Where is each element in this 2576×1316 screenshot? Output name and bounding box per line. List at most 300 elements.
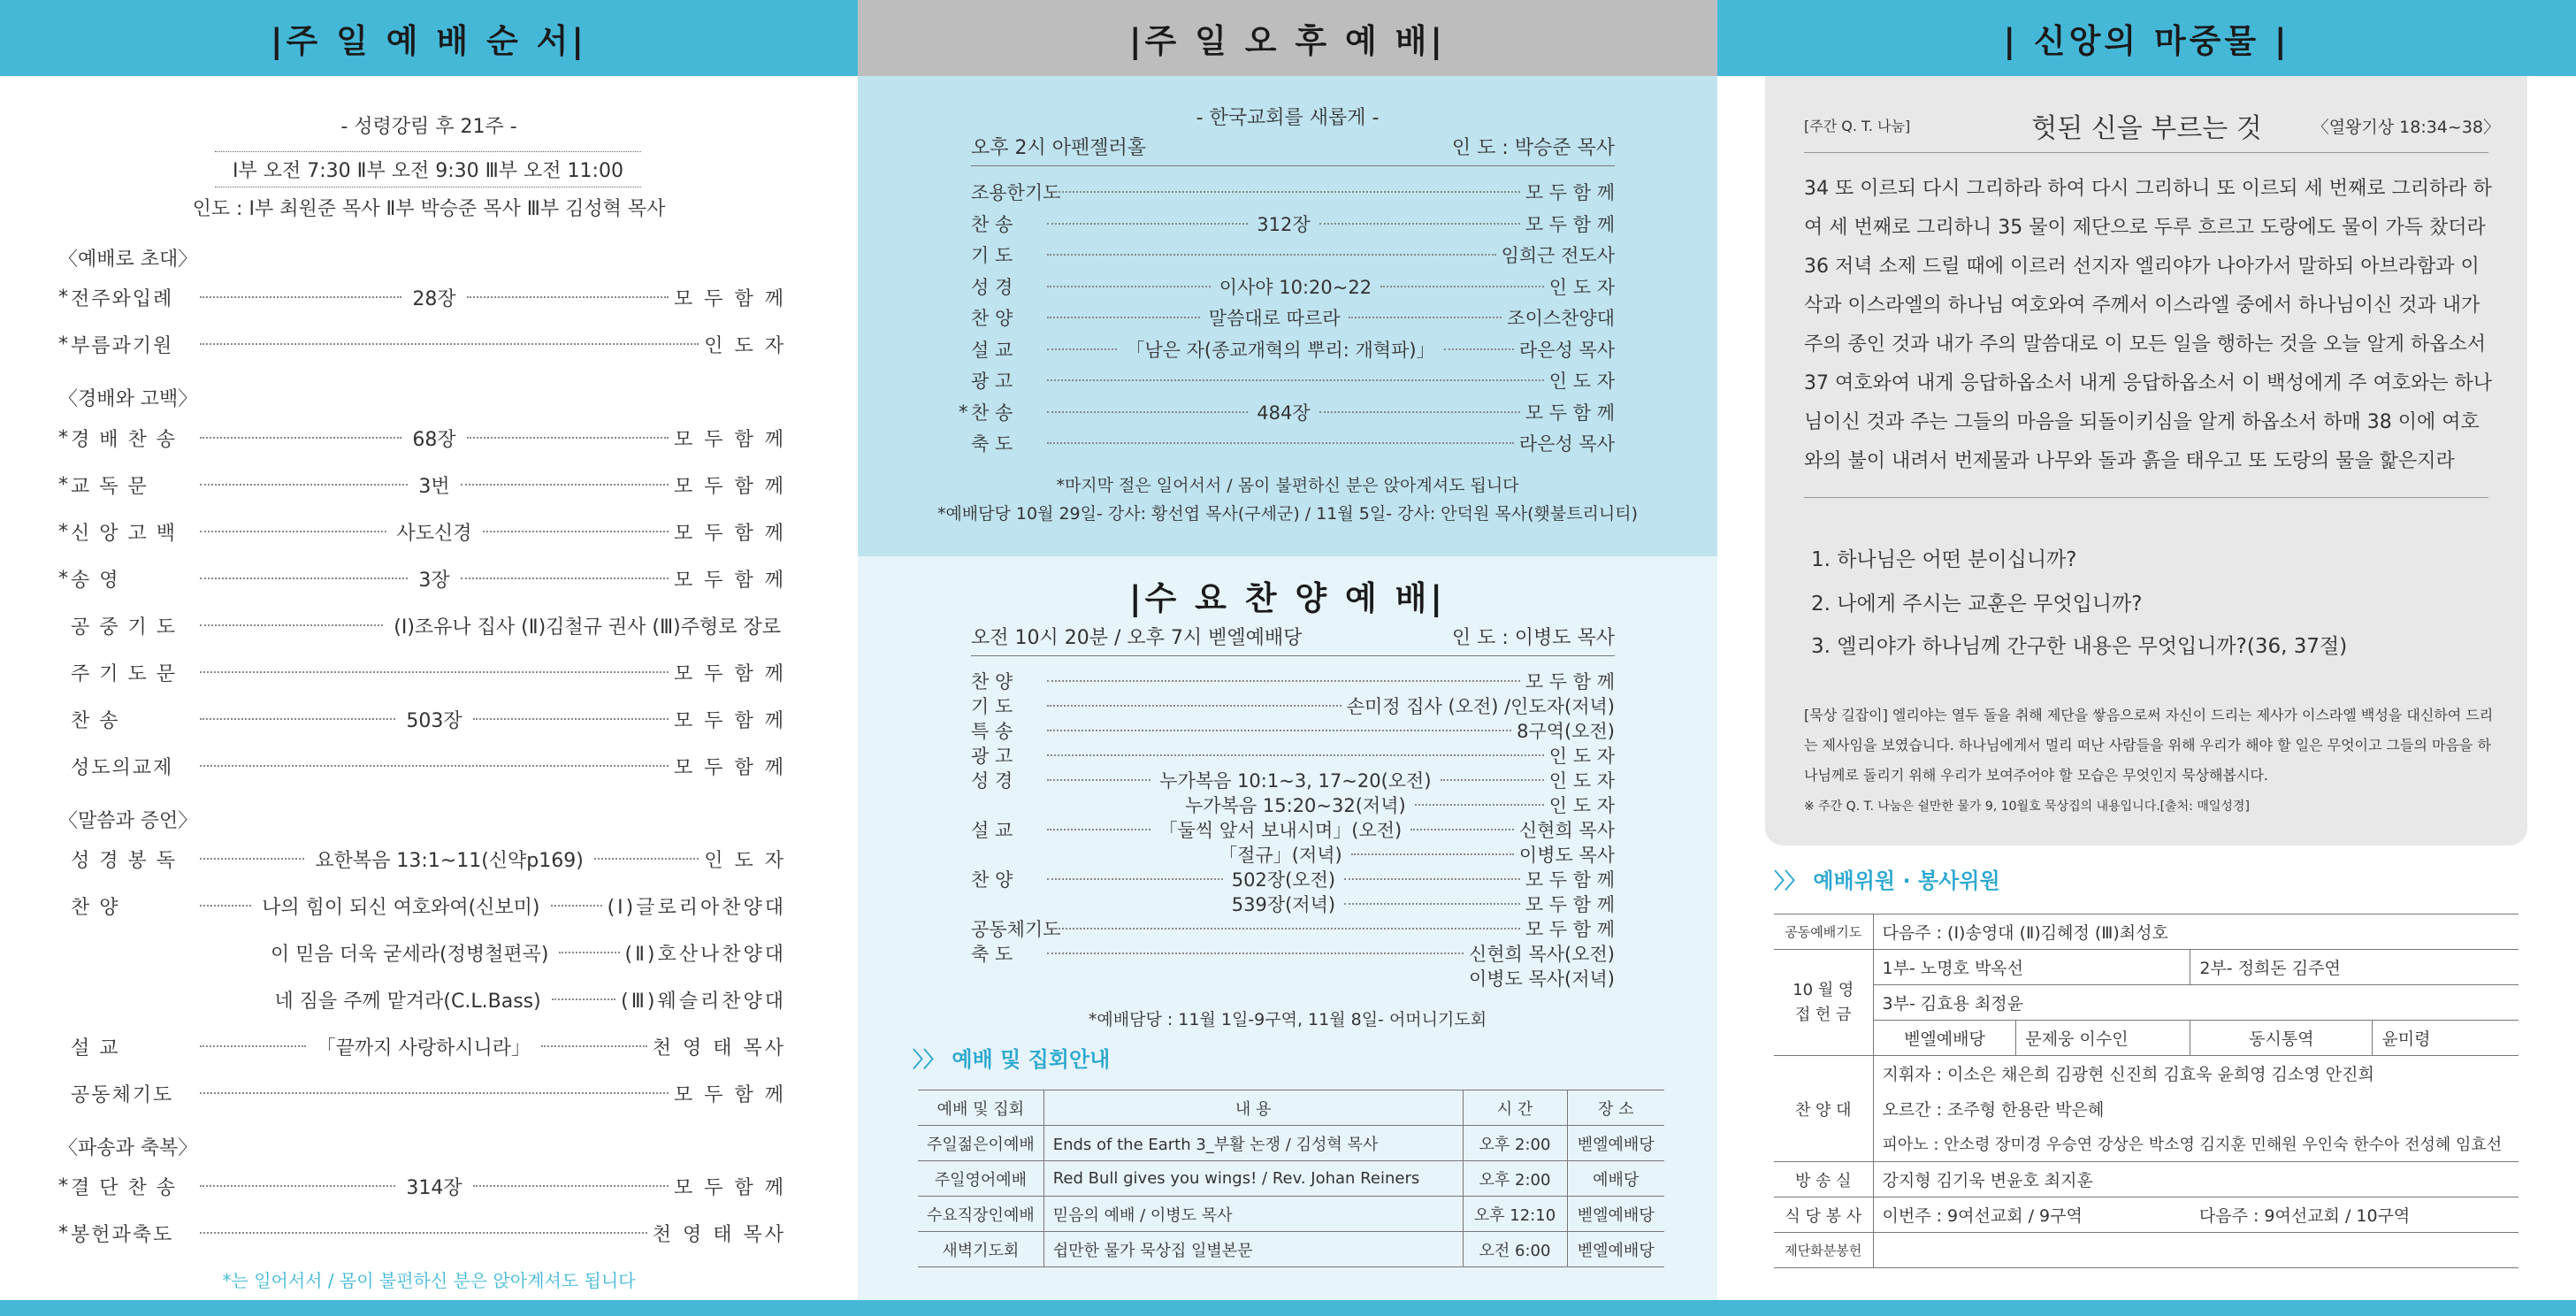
wednesday-info	[971, 623, 1615, 656]
wednesday-title: |수 요 찬 양 예 배|	[1129, 579, 1446, 617]
wednesday-item-name: 축 도	[971, 944, 1013, 965]
order-item-leader: (Ⅰ)글로리아찬양대	[607, 896, 787, 919]
order-of-worship	[0, 76, 858, 1300]
wednesday-item	[971, 817, 1615, 842]
wednesday-item-leader: 8구역(오전)	[1517, 721, 1615, 742]
dotted-leader	[1047, 730, 1511, 731]
volunteer-value: 다음주 : (Ⅰ)송영대 (Ⅱ)김혜정 (Ⅲ)최성호	[1873, 914, 2519, 950]
order-item-name: 부름과기원	[71, 334, 174, 357]
order-item-leader: 모 두 함 께	[674, 287, 786, 310]
standing-mark: *	[58, 520, 68, 543]
section-label: 〈말씀과 증언〉	[58, 810, 198, 832]
afternoon-item-leader: 임희근 전도사	[1501, 245, 1615, 266]
order-item-leader: (Ⅱ)호산나찬양대	[624, 943, 787, 966]
dotted-leader	[200, 1045, 306, 1047]
dotted-leader	[483, 531, 669, 532]
dotted-leader	[1415, 804, 1544, 806]
standing-mark: *	[58, 286, 68, 309]
wednesday-item-name: 설 교	[971, 820, 1013, 841]
header-band-3	[1717, 0, 2576, 76]
standing-mark: *	[58, 567, 68, 590]
volunteer-value: 다음주 : 9여선교회 / 10구역	[2190, 1197, 2519, 1233]
order-item-detail: 68장	[412, 428, 456, 451]
dotted-leader	[473, 1185, 669, 1187]
dotted-leader	[467, 296, 669, 298]
order-item-leader: 모 두 함 께	[674, 522, 787, 545]
dotted-leader	[1380, 286, 1544, 287]
afternoon-item-name: 광 고	[971, 371, 1013, 392]
dotted-leader	[467, 437, 669, 439]
meeting-cell: 주일영어예배	[918, 1161, 1043, 1197]
afternoon-item	[971, 365, 1615, 395]
volunteer-row	[1774, 985, 2519, 1021]
footer-band	[0, 1300, 2576, 1316]
afternoon-item-name: 찬 송	[971, 402, 1013, 424]
afternoon-time: 오후 2시 아펜젤러홀	[971, 137, 1146, 159]
volunteer-row	[1774, 1021, 2519, 1056]
order-item	[58, 984, 786, 1014]
dotted-leader	[1444, 348, 1514, 350]
wednesday-item-detail: 누가복음 10:1~3, 17~20(오전)	[1159, 770, 1432, 792]
volunteer-label: 식 당 봉 사	[1774, 1197, 1873, 1233]
dotted-leader	[1047, 928, 1520, 930]
wednesday-item	[971, 941, 1615, 966]
standing-mark: *	[959, 401, 968, 423]
wednesday-item	[971, 867, 1615, 891]
wednesday-item-leader: 손미정 집사 (오전) /인도자(저녁)	[1346, 696, 1615, 717]
volunteer-value: 피아노 : 안소령 장미경 우승연 강상은 박소영 김지훈 민해원 우인숙 한수아 전성혜 임효선	[1873, 1127, 2519, 1162]
wednesday-item-leader: 모 두 함 께	[1525, 894, 1615, 915]
wednesday-item-name: 광 고	[971, 746, 1013, 767]
wednesday-item-name: 성 경	[971, 770, 1013, 792]
qt-title: 헛된 신을 부르는 것	[2031, 113, 2262, 144]
wednesday-item	[971, 669, 1615, 693]
meetings-heading: 〉〉 예배 및 집회안내	[913, 1047, 1111, 1072]
service-leaders: 인도 : Ⅰ부 최원준 목사 Ⅱ부 박승준 목사 Ⅲ부 김성혁 목사	[192, 198, 666, 220]
dotted-leader	[551, 905, 602, 907]
meeting-cell: 예배당	[1567, 1161, 1664, 1197]
dotted-leader	[552, 998, 615, 1000]
wednesday-item-leader: 모 두 함 께	[1525, 869, 1615, 891]
order-item-detail: 314장	[406, 1176, 462, 1199]
wednesday-item-leader: 모 두 함 께	[1525, 919, 1615, 940]
wednesday-item-leader: 인 도 자	[1548, 746, 1615, 767]
wednesday-item-leader: 인 도 자	[1548, 795, 1615, 816]
volunteer-value: 이번주 : 9여선교회 / 9구역	[1873, 1197, 2190, 1233]
volunteer-row	[1774, 1127, 2519, 1162]
dotted-leader	[200, 718, 395, 720]
wednesday-item-detail: 「둘씩 앞서 보내시며」(오전)	[1158, 820, 1403, 841]
afternoon-item	[971, 334, 1615, 364]
wednesday-item-name: 특 송	[971, 721, 1013, 742]
afternoon-item-leader: 모 두 함 께	[1525, 213, 1616, 235]
order-item	[58, 610, 786, 640]
meeting-cell: 믿음의 예배 / 이병도 목사	[1043, 1197, 1463, 1232]
order-item	[58, 1031, 786, 1061]
header-band-2	[858, 0, 1717, 76]
meeting-row	[918, 1232, 1664, 1267]
order-footnote: *는 일어서서 / 몸이 불편하신 분은 앉아계셔도 됩니다	[222, 1270, 636, 1291]
afternoon-note-1: *마지막 절은 일어서서 / 몸이 불편하신 분은 앉아계셔도 됩니다	[1056, 476, 1519, 495]
volunteer-value: 문제웅 이수인	[2016, 1021, 2190, 1056]
afternoon-item-name: 성 경	[971, 276, 1013, 298]
order-item-detail: 3장	[418, 569, 450, 592]
volunteer-value: 1부- 노명호 박옥선	[1873, 950, 2190, 985]
meeting-cell: 오후 2:00	[1463, 1161, 1567, 1197]
order-item	[58, 657, 786, 687]
wednesday-item-leader: 신현희 목사	[1518, 820, 1615, 841]
qt-divider	[1804, 152, 2488, 153]
meetings-col-header: 예배 및 집회	[918, 1090, 1043, 1126]
afternoon-item-leader: 라은성 목사	[1518, 433, 1615, 455]
order-item-name: 성도의교제	[71, 756, 174, 779]
afternoon-item-leader: 조이스찬양대	[1507, 308, 1615, 329]
order-item-name: 찬 양	[71, 896, 120, 919]
qt-tag: [주간 Q. T. 나눔]	[1804, 118, 1911, 134]
order-item-name: 봉헌과축도	[71, 1223, 174, 1246]
meeting-cell: 새벽기도회	[918, 1232, 1043, 1267]
meetings-table	[918, 1090, 1664, 1267]
order-item-detail: 나의 힘이 되신 여호와여(신보미)	[262, 896, 540, 919]
service-times: Ⅰ부 오전 7:30 Ⅱ부 오전 9:30 Ⅲ부 오전 11:00	[215, 151, 641, 187]
meeting-row	[918, 1161, 1664, 1197]
meeting-cell: Red Bull gives you wings! / Rev. Johan Reiners	[1043, 1161, 1463, 1197]
dotted-leader	[200, 905, 251, 907]
afternoon-item-name: 찬 송	[971, 213, 1013, 235]
afternoon-item-leader: 모 두 함 께	[1525, 402, 1616, 424]
order-item-name: 전주와입례	[71, 287, 174, 310]
meeting-cell: 벧엘예배당	[1567, 1126, 1664, 1161]
volunteer-value: 동시통역	[2190, 1021, 2373, 1056]
volunteers-heading: 〉〉 예배위원 · 봉사위원	[1774, 868, 2000, 893]
standing-mark: *	[58, 1174, 68, 1197]
afternoon-item-leader: 라은성 목사	[1518, 339, 1616, 361]
standing-mark: *	[58, 426, 68, 449]
dotted-leader	[1349, 317, 1502, 318]
volunteer-row	[1774, 914, 2519, 950]
order-title: |주 일 예 배 순 서|	[271, 22, 587, 60]
dotted-leader	[473, 718, 669, 720]
dotted-leader	[1047, 680, 1520, 682]
wednesday-item	[971, 792, 1615, 817]
order-item	[58, 1078, 786, 1108]
afternoon-item-name: 설 교	[971, 339, 1013, 361]
volunteer-value: 강지형 김기욱 변윤호 최지훈	[1873, 1162, 2519, 1197]
dotted-leader	[1047, 442, 1514, 444]
section-label: 〈예배로 초대〉	[58, 249, 198, 271]
order-item-name: 신 앙 고 백	[71, 522, 177, 545]
order-item	[58, 751, 786, 781]
dotted-leader	[1047, 379, 1544, 381]
wednesday-item-detail: 누가복음 15:20~32(저녁)	[1185, 795, 1406, 816]
afternoon-item	[971, 428, 1615, 458]
dotted-leader	[1344, 878, 1520, 880]
dotted-leader	[200, 858, 304, 860]
order-item-leader: 모 두 함 께	[674, 1176, 786, 1199]
wednesday-item	[971, 768, 1615, 792]
meeting-cell: 주일젊은이예배	[918, 1126, 1043, 1161]
wednesday-item	[971, 891, 1615, 916]
volunteer-row	[1774, 1091, 2519, 1127]
volunteer-row	[1774, 1197, 2519, 1233]
order-item-name: 송 영	[71, 569, 120, 592]
order-item-detail: 이 믿음 더욱 굳세라(정병철편곡)	[271, 943, 549, 966]
qt-meditation: [묵상 길잡이] 엘리야는 열두 돌을 취해 제단을 쌓음으로써 자신이 드리는 제사가 이스라엘 백성을 대신하여 드리는 제사임을 보였습니다. 하나님에게서 멀리 떠난 사람들을 위해 우리가 해야 할 일은 무엇이고 그들의 마음을 하나님께로 돌리기 위해 우리가 보여주어야 할 모습은 무엇인지 묵상해봅시다.	[1804, 707, 2494, 784]
wednesday-item	[971, 916, 1615, 941]
volunteer-row	[1774, 1233, 2519, 1268]
volunteer-row	[1774, 1056, 2519, 1091]
order-item-leader: 모 두 함 께	[674, 662, 786, 685]
dotted-leader	[200, 343, 699, 345]
order-item	[58, 329, 786, 359]
order-item-name: 결 단 찬 송	[71, 1176, 177, 1199]
volunteer-row	[1774, 1162, 2519, 1197]
order-item-name: 경 배 찬 송	[71, 428, 177, 451]
qt-section-title: | 신앙의 마중물 |	[2003, 22, 2290, 60]
order-item-leader: 인 도 자	[704, 334, 786, 357]
wednesday-leader: 인 도 : 이병도 목사	[1451, 627, 1615, 649]
meeting-row	[918, 1197, 1664, 1232]
dotted-leader	[1441, 779, 1544, 781]
order-item-detail: 요한복음 13:1~11(신약p169)	[315, 849, 584, 872]
order-item-detail: 사도신경	[396, 522, 472, 545]
section-label: 〈파송과 축복〉	[58, 1137, 198, 1159]
dotted-leader	[1047, 191, 1520, 193]
order-item	[58, 937, 786, 968]
afternoon-item	[971, 240, 1615, 270]
dotted-leader	[1047, 878, 1223, 880]
order-item-leader: 모 두 함 께	[674, 428, 786, 451]
afternoon-item-leader: 모 두 함 께	[1525, 182, 1615, 203]
wednesday-item-detail: 「절규」(저녁)	[1219, 845, 1342, 866]
dotted-leader	[1319, 411, 1520, 413]
meetings-col-header: 장 소	[1567, 1090, 1664, 1126]
wednesday-item	[971, 718, 1615, 743]
dotted-leader	[1047, 953, 1464, 954]
wednesday-item	[971, 842, 1615, 867]
afternoon-item	[971, 209, 1615, 239]
afternoon-item-detail: 이사야 10:20~22	[1219, 276, 1372, 298]
afternoon-item-leader: 인 도 자	[1548, 371, 1615, 392]
meeting-cell: 쉽만한 물가 묵상집 일별본문	[1043, 1232, 1463, 1267]
order-item	[58, 282, 786, 312]
qt-reference: 〈열왕기상 18:34~38〉	[2312, 118, 2500, 137]
dotted-leader	[1047, 411, 1248, 413]
afternoon-item-detail: 말씀대로 따르라	[1208, 308, 1341, 329]
dotted-leader	[200, 671, 669, 673]
order-item-leader: 모 두 함 께	[674, 569, 786, 592]
order-item	[58, 470, 786, 500]
afternoon-item-detail: 484장	[1257, 402, 1311, 424]
order-item-leader: 천 영 태 목사	[652, 1037, 787, 1060]
wednesday-note: *예배담당 : 11월 1일-9구역, 11월 8일- 어머니기도회	[1088, 1010, 1487, 1029]
header-band-1	[0, 0, 858, 76]
dotted-leader	[1047, 317, 1200, 318]
order-item-name: 찬 송	[71, 709, 120, 732]
order-item	[58, 844, 786, 874]
afternoon-info	[971, 133, 1615, 166]
qt-source: ※ 주간 Q. T. 나눔은 쉴만한 물가 9, 10월호 묵상집의 내용입니다.[출처: 매일성경]	[1804, 800, 2250, 814]
dotted-leader	[1047, 779, 1150, 781]
dotted-leader	[200, 1232, 647, 1234]
wednesday-item-leader: 이병도 목사	[1518, 845, 1616, 866]
meetings-header-row	[918, 1090, 1664, 1126]
qt-question: 3. 엘리야가 하나님께 간구한 내용은 무엇입니까?(36, 37절)	[1811, 635, 2348, 658]
order-item-leader: 모 두 함 께	[674, 709, 786, 732]
order-item-detail: 503장	[406, 709, 462, 732]
afternoon-item-name: 조용한기도	[971, 182, 1061, 203]
week-label: - 성령강림 후 21주 -	[340, 116, 517, 138]
dotted-leader	[1047, 254, 1496, 256]
order-item-leader: (Ⅲ)웨슬리찬양대	[621, 990, 786, 1013]
order-item-leader: 모 두 함 께	[674, 1083, 786, 1106]
standing-mark: *	[58, 333, 68, 356]
order-item-leader: 모 두 함 께	[674, 756, 786, 779]
afternoon-item-name: 축 도	[971, 433, 1013, 455]
wednesday-item-name: 공동체기도	[971, 919, 1061, 940]
wednesday-item	[971, 966, 1615, 991]
order-item-name: 공동체기도	[71, 1083, 174, 1106]
volunteer-label: 제단화분봉헌	[1774, 1233, 1873, 1268]
wednesday-item-leader: 신현희 목사(오전)	[1468, 944, 1615, 965]
section-label: 〈경배와 고백〉	[58, 388, 198, 410]
afternoon-item	[971, 302, 1615, 333]
wednesday-item-name: 기 도	[971, 696, 1013, 717]
dotted-leader	[1344, 903, 1520, 905]
volunteer-value: 벧엘예배당	[1873, 1021, 2016, 1056]
afternoon-panel	[858, 76, 1717, 556]
order-item	[58, 423, 786, 453]
wednesday-item-leader: 모 두 함 께	[1525, 671, 1615, 692]
dotted-leader	[200, 484, 408, 486]
order-item-detail: 「끝까지 사랑하시니라」	[316, 1037, 531, 1060]
wednesday-item-leader: 이병도 목사(저녁)	[1468, 968, 1615, 990]
order-item-detail: 3번	[418, 475, 450, 498]
dotted-leader	[1047, 829, 1150, 830]
order-item-name: 공 중 기 도	[71, 616, 177, 639]
afternoon-item	[959, 397, 1616, 427]
afternoon-subtitle: - 한국교회를 새롭게 -	[1196, 107, 1380, 129]
meeting-cell: 오후 12:10	[1463, 1197, 1567, 1232]
dotted-leader	[1047, 286, 1211, 287]
afternoon-item-detail: 「남은 자(종교개혁의 뿌리: 개혁파)」	[1126, 339, 1435, 361]
order-item-name: 설 교	[71, 1037, 120, 1060]
volunteer-label: 방 송 실	[1774, 1162, 1873, 1197]
meeting-cell: 오전 6:00	[1463, 1232, 1567, 1267]
volunteer-value: 3부- 김효용 최정윤	[1873, 985, 2519, 1021]
standing-mark: *	[58, 473, 68, 496]
volunteer-value	[1873, 1233, 2519, 1268]
dotted-leader	[1047, 705, 1342, 707]
wednesday-item-name: 찬 양	[971, 671, 1013, 692]
dotted-leader	[1351, 853, 1514, 855]
dotted-leader	[541, 1045, 647, 1047]
dotted-leader	[200, 1185, 395, 1187]
wednesday-time: 오전 10시 20분 / 오후 7시 벧엘예배당	[971, 627, 1303, 649]
order-item-name: 성 경 봉 독	[71, 849, 177, 872]
order-item-detail: 네 짐을 주께 맡겨라(C.L.Bass)	[274, 990, 541, 1013]
standing-mark: *	[58, 1221, 68, 1244]
dotted-leader	[1047, 223, 1248, 225]
qt-scripture: 34 또 이르되 다시 그리하라 하여 다시 그리하니 또 이르되 세 번째로 그리하라 하여 세 번째로 그리하니 35 물이 제단으로 두루 흐르고 도랑에도 물이 가득 찼더라 36 저녁 소제 드릴 때에 이르러 선지자 엘리야가 나아가서 말하되 아브라함과 이삭과 이스라엘의 하나님 여호와여 주께서 이스라엘 중에서 하나님이신 것과 내가 주의 종인 것과 내가 주의 말씀대로 이 모든 일을 행하는 것을 오늘 알게 하옵소서 37 여호와여 내게 응답하옵소서 내게 응답하옵소서 이 백성에게 주 여호와는 하나님이신 것과 주는 그들의 마음을 되돌이키심을 알게 하옵소서 하매 38 이에 여호와의 불이 내려서 번제물과 나무와 돌과 흙을 태우고 또 도랑의 물을 핥은지라	[1804, 178, 2492, 472]
order-item-detail: 28장	[412, 287, 456, 310]
order-item-leader: 천 영 태 목사	[652, 1223, 786, 1246]
volunteer-label: 찬 양 대	[1774, 1056, 1873, 1162]
meeting-cell: 오후 2:00	[1463, 1126, 1567, 1161]
order-item	[58, 704, 786, 734]
meeting-cell: Ends of the Earth 3_부활 논쟁 / 김성혁 목사	[1043, 1126, 1463, 1161]
afternoon-note-2: *예배담당 10월 29일- 강사: 황선엽 목사(구세군) / 11월 5일- 강사: 안덕원 목사(횃불트리니티)	[936, 504, 1639, 524]
wednesday-item	[971, 693, 1615, 718]
dotted-leader	[200, 296, 401, 298]
volunteer-value: 윤미령	[2373, 1021, 2519, 1056]
dotted-leader	[200, 765, 669, 767]
dotted-leader	[594, 858, 699, 860]
afternoon-item-leader: 인 도 자	[1548, 276, 1615, 298]
meeting-row	[918, 1126, 1664, 1161]
order-item-leader: 모 두 함 께	[674, 475, 786, 498]
qt-divider	[1804, 497, 2488, 498]
volunteer-value: 지휘자 : 이소은 채은희 김광현 신진희 김효욱 윤희영 김소영 안진희	[1873, 1056, 2519, 1091]
dotted-leader	[1410, 829, 1514, 830]
dotted-leader	[200, 578, 408, 579]
dotted-leader	[200, 437, 401, 439]
afternoon-item-name: 찬 양	[971, 308, 1013, 329]
dotted-leader	[200, 1092, 669, 1094]
volunteer-value: 오르간 : 조주형 한용란 박은혜	[1882, 1100, 2105, 1120]
dotted-leader	[461, 484, 669, 486]
order-item-leader: 인 도 자	[704, 849, 786, 872]
dotted-leader	[559, 952, 619, 953]
volunteer-label: 공동예배기도	[1774, 914, 1873, 950]
qt-question: 1. 하나님은 어떤 분이십니까?	[1811, 548, 2077, 571]
wednesday-item	[971, 743, 1615, 768]
qt-question: 2. 나에게 주시는 교훈은 무엇입니까?	[1811, 593, 2143, 616]
volunteer-row	[1774, 950, 2519, 985]
afternoon-title: |주 일 오 후 예 배|	[1129, 22, 1446, 60]
dotted-leader	[1319, 223, 1520, 225]
order-item	[58, 516, 786, 547]
meetings-col-header: 내 용	[1043, 1090, 1463, 1126]
wednesday-item-detail: 502장(오전)	[1231, 869, 1336, 891]
order-item-name: 주 기 도 문	[71, 662, 177, 685]
wednesday-item-detail: 539장(저녁)	[1231, 894, 1336, 915]
volunteers-table	[1774, 914, 2519, 1268]
order-item	[58, 891, 786, 921]
afternoon-item-name: 기 도	[971, 245, 1013, 266]
volunteer-value: 2부- 정희돈 김주연	[2190, 950, 2519, 985]
afternoon-column	[858, 76, 1717, 1300]
meeting-cell: 벧엘예배당	[1567, 1232, 1664, 1267]
wednesday-item-name: 찬 양	[971, 869, 1013, 891]
order-item-detail: (Ⅰ)조유나 집사 (Ⅱ)김철규 권사 (Ⅲ)주형로 장로	[394, 616, 781, 639]
dotted-leader	[461, 578, 669, 579]
dotted-leader	[1047, 754, 1544, 756]
order-item-name: 교 독 문	[71, 475, 149, 498]
meeting-cell: 벧엘예배당	[1567, 1197, 1664, 1232]
order-item	[58, 1171, 786, 1201]
afternoon-item-detail: 312장	[1257, 213, 1311, 235]
volunteer-label: 10 월 영 접 헌 금	[1774, 950, 1873, 1056]
dotted-leader	[200, 624, 383, 626]
meeting-cell: 수요직장인예배	[918, 1197, 1043, 1232]
afternoon-leader: 인 도 : 박승준 목사	[1451, 137, 1615, 159]
afternoon-item	[971, 272, 1615, 302]
dotted-leader	[1047, 348, 1117, 350]
order-item	[58, 563, 786, 593]
afternoon-item	[971, 177, 1615, 207]
wednesday-item-leader: 인 도 자	[1548, 770, 1615, 792]
